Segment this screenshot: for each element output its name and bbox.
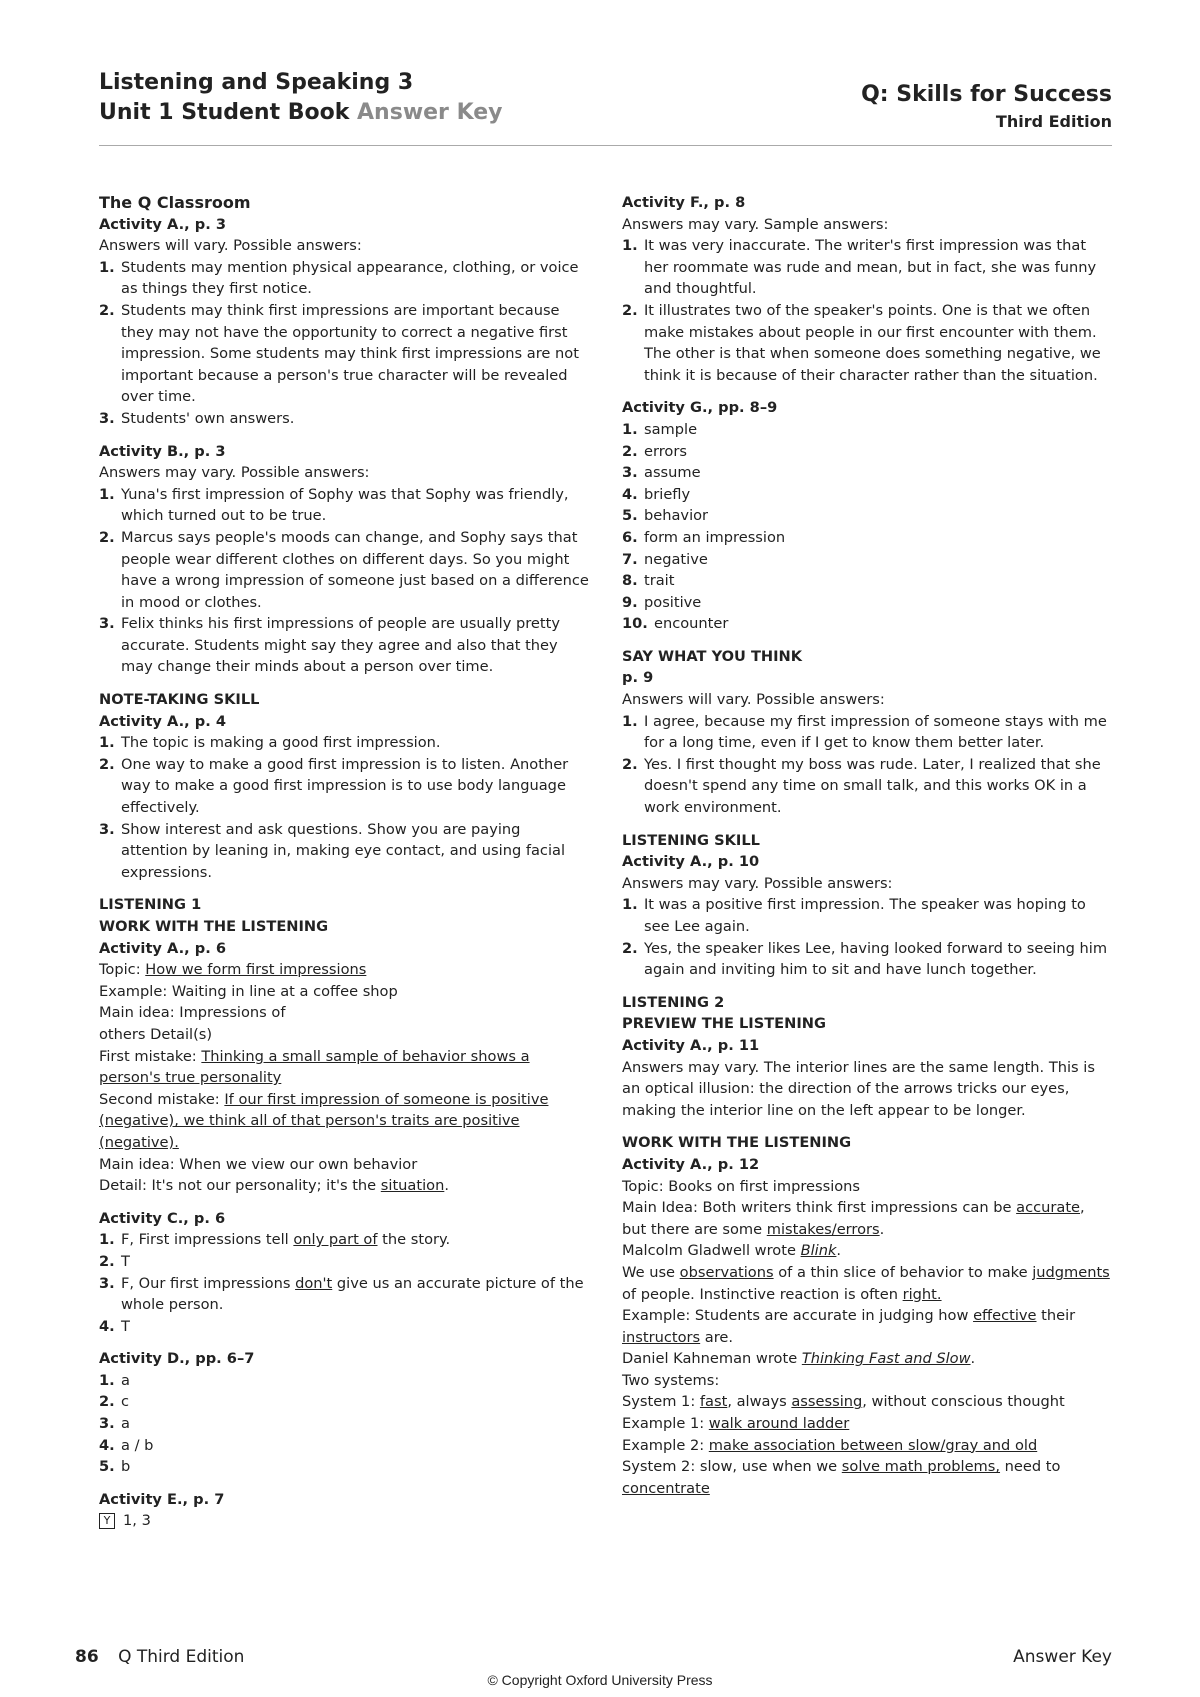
activity-title: Activity D., pp. 6–7 (99, 1350, 255, 1368)
page-reference: p. 9 (622, 669, 654, 687)
detail-line: Detail: It's not our personality; it's the situation. (99, 1177, 449, 1195)
right-column (622, 192, 1112, 1510)
list-item: 2. It illustrates two of the speaker's points. One is that we often make mistakes about people in our first encounter with them. The other is that when someone does something negative, we think it is because of their character rather than the situation. (622, 301, 1101, 384)
list-item: 1. I agree, because my first impression of someone stays with me for a long time, even if I get to know them better later. (622, 712, 1107, 752)
list-item: 3. Show interest and ask questions. Show you are paying attention by leaning in, making eye contact, and using facial expressions. (99, 820, 566, 881)
answer-list (622, 419, 1112, 635)
activity-title: Activity A., p. 12 (622, 1155, 760, 1173)
list-item: 1. It was very inaccurate. The writer's first impression was that her roommate was rude and mean, but in fact, she was funny and thoughtful. (622, 237, 1097, 298)
header-divider (99, 145, 1112, 146)
list-item: 3. F, Our first impressions don't give us an accurate picture of the whole person. (99, 1274, 584, 1314)
answer-list (99, 1229, 589, 1337)
course-title: Listening and Speaking 3 (99, 70, 414, 95)
page-footer (75, 1647, 1112, 1667)
activity-intro: Answers may vary. Sample answers: (622, 215, 889, 233)
listening-skill-section (622, 830, 1112, 981)
system-2-line: System 2: slow, use when we solve math problems, need to concentrate (622, 1458, 1061, 1497)
detail-line: others Detail(s) (99, 1025, 213, 1043)
list-item: 1. It was a positive first impression. The speaker was hoping to see Lee again. (622, 896, 1086, 935)
activity-title: Activity F., p. 8 (622, 194, 746, 211)
answer-line: Y 1, 3 (99, 1510, 589, 1532)
list-item: 2. Yes. I first thought my boss was rude. Later, I realized that she doesn't spend any time on small talk, and this works OK in a work environment. (622, 755, 1101, 817)
answer-list (622, 711, 1112, 819)
list-item: 7. negative (622, 550, 708, 568)
document-title (99, 68, 503, 128)
section-heading: NOTE-TAKING SKILL (99, 691, 260, 709)
listening-2-section (622, 992, 1112, 1122)
footer-label: Answer Key (1013, 1647, 1112, 1667)
list-item: 2. Marcus says people's moods can change, and Sophy says that people wear different clothes on different days. So you might have a wrong impression of someone just based on a difference in mood or clothes. (99, 528, 589, 611)
brand-block (861, 80, 1112, 134)
list-item: 1. Students may mention physical appearance, clothing, or voice as things they first notice. (99, 258, 579, 298)
answer-list (99, 484, 589, 678)
footer-edition: Q Third Edition (118, 1647, 245, 1667)
section-subheading: PREVIEW THE LISTENING (622, 1015, 826, 1033)
note-taking-section (99, 689, 589, 883)
activity-title: Activity A., p. 4 (99, 712, 226, 730)
brand-title: Q: Skills for Success (861, 82, 1112, 107)
say-what-you-think-section (622, 646, 1112, 819)
author-line: Daniel Kahneman wrote Thinking Fast and Slow. (622, 1350, 976, 1368)
list-item: 3. a (99, 1415, 130, 1433)
page-number: 86 (75, 1647, 99, 1667)
activity-title: Activity G., pp. 8–9 (622, 399, 778, 417)
activity-intro: Answers may vary. Possible answers: (99, 464, 370, 482)
example-line: Example: Waiting in line at a coffee shop (99, 982, 398, 1000)
list-item: 1. The topic is making a good first impression. (99, 734, 441, 752)
section-heading: LISTENING 2 (622, 993, 725, 1011)
system-1-line: System 1: fast, always assessing, without conscious thought (622, 1393, 1065, 1411)
activity-f-section (622, 192, 1112, 386)
list-item: 3. Students' own answers. (99, 409, 295, 427)
section-heading: LISTENING 1 (99, 896, 202, 914)
activity-title: Activity E., p. 7 (99, 1490, 225, 1508)
section-subheading: WORK WITH THE LISTENING (99, 918, 329, 935)
list-item: 1. a (99, 1371, 130, 1389)
list-item: 5. behavior (622, 507, 709, 525)
unit-title: Unit 1 Student Book Answer Key (99, 100, 503, 125)
activity-c-section (99, 1208, 589, 1338)
section-heading: LISTENING SKILL (622, 831, 760, 849)
list-item: 3. assume (622, 464, 701, 482)
author-line: Malcolm Gladwell wrote Blink. (622, 1242, 842, 1260)
main-idea-line: Main idea: When we view our own behavior (99, 1155, 418, 1173)
list-item: 1. Yuna's first impression of Sophy was that Sophy was friendly, which turned out to be true. (99, 485, 569, 525)
list-item: 9. positive (622, 593, 702, 611)
example-line: Example: Students are accurate in judging how effective their instructors are. (622, 1307, 1076, 1346)
first-mistake-line: First mistake: Thinking a small sample of behavior shows a person's true personality (99, 1047, 530, 1087)
list-item: 1. sample (622, 420, 698, 438)
list-item: 5. b (99, 1458, 131, 1476)
section-heading: SAY WHAT YOU THINK (622, 647, 803, 665)
systems-line: Two systems: (622, 1371, 720, 1389)
q-classroom-section (99, 192, 589, 430)
example-1-line: Example 1: walk around ladder (622, 1415, 850, 1433)
activity-title: Activity A., p. 10 (622, 853, 760, 871)
section-heading: WORK WITH THE LISTENING (622, 1134, 852, 1152)
list-item: 2. Yes, the speaker likes Lee, having looked forward to seeing him again and inviting him to sit and have lunch together. (622, 939, 1108, 979)
answer-list (622, 235, 1112, 386)
answer-paragraph: Answers may vary. The interior lines are the same length. This is an optical illusion: the direction of the arrows tricks our eyes, making the interior line on the left appear to be longer. (622, 1058, 1095, 1119)
list-item: 2. T (99, 1252, 130, 1270)
main-idea-line: Main Idea: Both writers think first impressions can be accurate, but there are some mistakes/errors. (622, 1199, 1085, 1238)
main-idea-line: Main idea: Impressions of (99, 1004, 286, 1022)
checkbox-icon: Y (99, 1513, 115, 1529)
answer-list (99, 1370, 589, 1478)
listening-1-section (99, 894, 589, 1196)
topic-line: Topic: Books on first impressions (622, 1177, 861, 1195)
activity-title: Activity B., p. 3 (99, 442, 226, 460)
list-item: 2. errors (622, 442, 687, 460)
activity-g-section (622, 397, 1112, 635)
left-column (99, 192, 589, 1543)
topic-line: Topic: How we form first impressions (99, 961, 367, 979)
section-heading: The Q Classroom (99, 193, 251, 212)
list-item: 2. One way to make a good first impression is to listen. Another way to make a good first impression is to use body language effectively. (99, 755, 569, 817)
edition-label: Third Edition (995, 112, 1112, 131)
activity-intro: Answers will vary. Possible answers: (622, 691, 885, 709)
work-with-listening-2-section (622, 1132, 1112, 1499)
list-item: 3. Felix thinks his first impressions of people are usually pretty accurate. Students might say they agree and also that they may change their minds about a person over time. (99, 615, 560, 676)
observation-line: We use observations of a thin slice of behavior to make judgments of people. Instinctive reaction is often right. (622, 1263, 1110, 1303)
activity-intro: Answers will vary. Possible answers: (99, 237, 362, 255)
list-item: 2. Students may think first impressions are important because they may not have the opportunity to correct a negative first impression. Some students may think first impressions are not important because a person's true character will be revealed over time. (99, 301, 579, 406)
list-item: 10. encounter (622, 615, 729, 633)
list-item: 4. a / b (99, 1436, 154, 1454)
list-item: 2. c (99, 1393, 130, 1411)
list-item: 4. T (99, 1317, 130, 1335)
second-mistake-line: Second mistake: If our first impression of someone is positive (negative), we think all of that person's traits are positive (negative). (99, 1090, 549, 1151)
list-item: 4. briefly (622, 485, 691, 503)
list-item: 6. form an impression (622, 528, 786, 546)
answer-list (99, 257, 589, 430)
activity-title: Activity A., p. 6 (99, 939, 226, 957)
example-2-line: Example 2: make association between slow/gray and old (622, 1436, 1038, 1454)
answer-list (99, 732, 589, 883)
activity-title: Activity A., p. 3 (99, 215, 226, 233)
copyright-notice: © Copyright Oxford University Press (487, 1672, 713, 1688)
activity-b-section (99, 441, 589, 679)
list-item: 1. F, First impressions tell only part of the story. (99, 1231, 451, 1249)
activity-title: Activity A., p. 11 (622, 1036, 760, 1054)
activity-d-section (99, 1348, 589, 1478)
activity-title: Activity C., p. 6 (99, 1209, 226, 1227)
answer-list (622, 894, 1112, 980)
list-item: 8. trait (622, 572, 675, 590)
activity-intro: Answers may vary. Possible answers: (622, 874, 893, 892)
activity-e-section (99, 1489, 589, 1532)
